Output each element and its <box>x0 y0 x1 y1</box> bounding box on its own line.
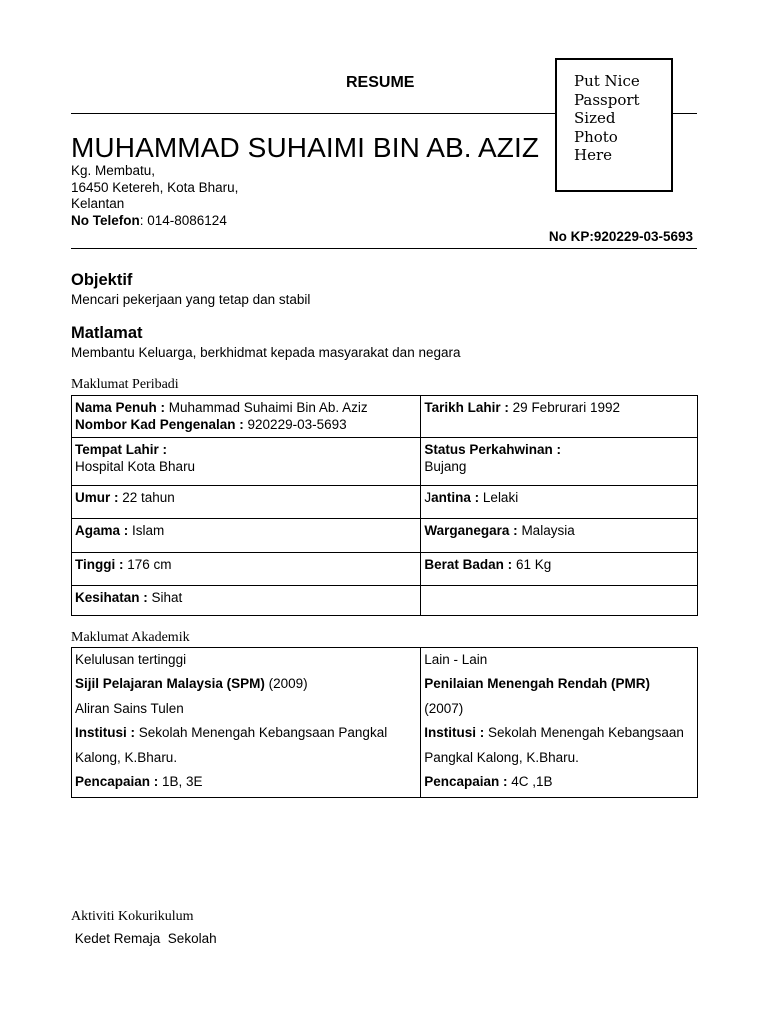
field-value: Muhammad Suhaimi Bin Ab. Aziz <box>165 400 368 415</box>
field-label: Tarikh Lahir : <box>424 400 509 415</box>
personal-heading: Maklumat Peribadi <box>71 377 179 392</box>
exam-year: (2009) <box>264 676 308 692</box>
address-line: Kg. Membatu, <box>71 163 156 178</box>
exam-stream: Aliran Sains Tulen <box>75 700 184 716</box>
goal-text: Membantu Keluarga, berkhidmat kepada masyarakat dan negara <box>71 345 461 360</box>
table-row <box>72 586 698 616</box>
academic-level: Lain - Lain <box>424 652 488 667</box>
table-cell <box>72 486 421 519</box>
table-cell <box>421 438 698 486</box>
exam-name: Sijil Pelajaran Malaysia (SPM) <box>75 676 265 692</box>
table-cell <box>72 438 421 486</box>
table-cell <box>421 697 698 721</box>
address-block <box>71 163 238 229</box>
field-label: Warganegara : <box>424 523 518 538</box>
table-cell <box>421 770 698 798</box>
field-label: Pencapaian : <box>75 773 159 789</box>
full-name: MUHAMMAD SUHAIMI BIN AB. AZIZ <box>71 132 540 163</box>
exam-year: (2007) <box>424 700 464 716</box>
personal-info-table <box>71 395 698 616</box>
field-label: Institusi : <box>424 725 485 741</box>
table-row <box>72 697 698 721</box>
academic-level: Kelulusan tertinggi <box>75 652 187 667</box>
table-row <box>72 519 698 553</box>
table-row <box>72 746 698 770</box>
table-cell <box>421 396 698 438</box>
field-label: Status Perkahwinan : <box>424 442 561 457</box>
field-label: Nama Penuh : <box>75 400 166 415</box>
photo-placeholder-line: Passport <box>574 90 640 109</box>
cocurricular-heading: Aktiviti Kokurikulum <box>71 909 194 924</box>
table-row <box>72 672 698 696</box>
table-cell <box>72 648 421 673</box>
table-row <box>72 770 698 798</box>
table-cell <box>72 519 421 553</box>
phone-line <box>71 213 238 230</box>
table-cell <box>72 672 421 696</box>
field-value: 61 Kg <box>512 557 552 572</box>
field-value: 176 cm <box>123 557 172 572</box>
field-value: Sihat <box>147 590 183 605</box>
table-cell <box>72 721 421 745</box>
table-cell-empty <box>421 586 698 616</box>
field-label: antina : <box>431 490 483 505</box>
table-cell <box>72 697 421 721</box>
field-label: Agama : <box>75 523 129 538</box>
objective-text: Mencari pekerjaan yang tetap dan stabil <box>71 292 311 307</box>
field-label: Nombor Kad Pengenalan : <box>75 416 244 432</box>
phone-value: : 014-8086124 <box>139 212 227 228</box>
divider <box>71 248 697 249</box>
exam-name: Penilaian Menengah Rendah (PMR) <box>424 676 651 692</box>
field-value: Sekolah Menengah Kebangsaan Pangkal <box>135 725 388 741</box>
header-rule-right <box>673 113 697 114</box>
address-line: Kelantan <box>71 196 125 211</box>
field-value: Lelaki <box>482 490 519 505</box>
field-value: Kalong, K.Bharu. <box>75 749 178 765</box>
table-row <box>72 721 698 745</box>
table-cell <box>421 721 698 745</box>
field-label: Pencapaian : <box>424 773 508 789</box>
field-label: Institusi : <box>75 725 135 741</box>
table-cell <box>72 553 421 586</box>
field-value: Sekolah Menengah Kebangsaan <box>484 725 684 741</box>
academic-heading: Maklumat Akademik <box>71 630 190 645</box>
field-label: Umur : <box>75 490 119 505</box>
field-label: Berat Badan : <box>424 557 513 572</box>
field-label: Tempat Lahir : <box>75 442 168 457</box>
photo-placeholder-line: Photo <box>574 127 618 146</box>
cocurricular-text: Kedet Remaja Sekolah <box>71 931 217 946</box>
header-rule-left <box>71 113 555 114</box>
table-cell <box>72 396 421 438</box>
field-value: Bujang <box>424 458 467 474</box>
field-value: 4C ,1B <box>507 773 553 789</box>
table-row <box>72 486 698 519</box>
field-value: Hospital Kota Bharu <box>75 458 196 474</box>
academic-table <box>71 647 698 798</box>
goal-heading: Matlamat <box>71 324 143 342</box>
field-value: Pangkal Kalong, K.Bharu. <box>424 749 579 765</box>
field-value: 22 tahun <box>118 490 175 505</box>
table-cell <box>421 486 698 519</box>
photo-placeholder-line: Here <box>574 146 613 164</box>
address-line: 16450 Ketereh, Kota Bharu, <box>71 179 239 195</box>
table-cell <box>72 746 421 770</box>
table-cell <box>421 746 698 770</box>
field-label: Kesihatan : <box>75 590 148 605</box>
table-cell <box>421 672 698 696</box>
field-label: Tinggi : <box>75 557 124 572</box>
photo-placeholder <box>555 58 673 192</box>
table-row <box>72 648 698 673</box>
field-value: 29 Februrari 1992 <box>508 400 620 415</box>
table-row <box>72 396 698 438</box>
table-cell <box>72 586 421 616</box>
photo-placeholder-line: Put Nice <box>574 72 640 90</box>
field-value: 920229-03-5693 <box>243 416 347 432</box>
table-cell <box>421 553 698 586</box>
resume-title: RESUME <box>346 74 415 91</box>
table-cell <box>421 648 698 673</box>
kp-number: No KP:920229-03-5693 <box>548 229 693 244</box>
table-cell <box>72 770 421 798</box>
table-row <box>72 438 698 486</box>
objective-heading: Objektif <box>71 271 133 289</box>
photo-placeholder-line: Sized <box>574 109 616 127</box>
field-value: 1B, 3E <box>158 773 203 789</box>
field-value: Islam <box>128 523 165 538</box>
phone-label: No Telefon <box>71 212 140 228</box>
table-cell <box>421 519 698 553</box>
field-label-prefix: J <box>424 490 432 505</box>
table-row <box>72 553 698 586</box>
field-value: Malaysia <box>517 523 575 538</box>
